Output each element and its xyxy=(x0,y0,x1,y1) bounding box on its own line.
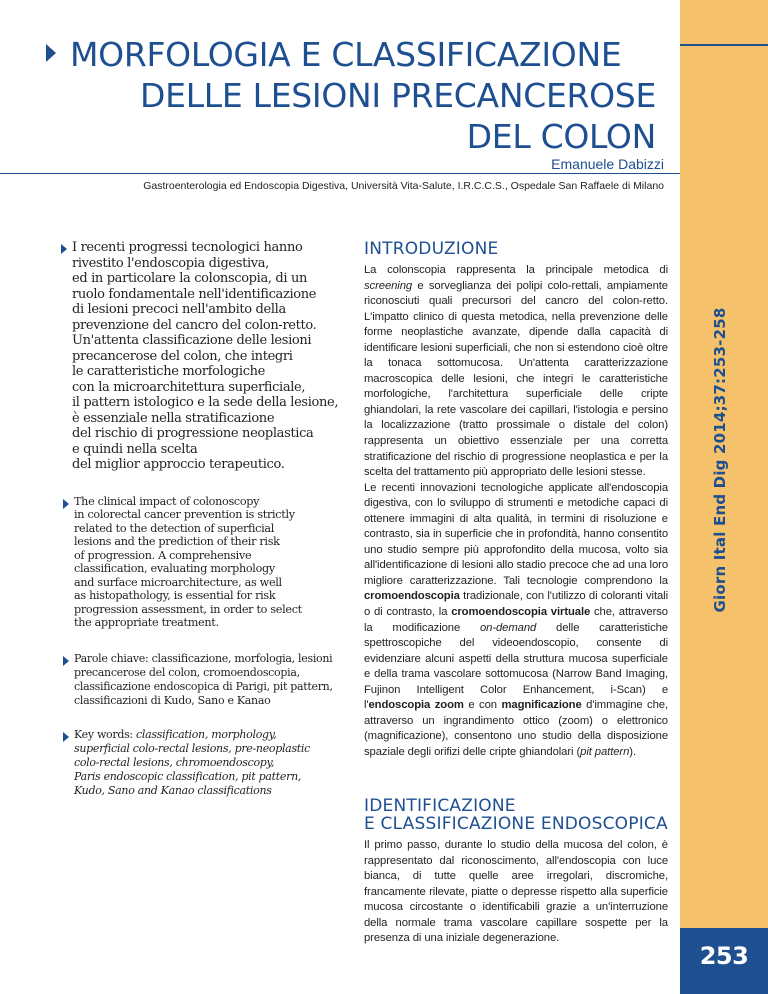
keywords-english xyxy=(62,728,348,798)
keywords-it-line: Parole chiave: classificazione, morfologia, lesioni xyxy=(74,651,333,665)
title-rule xyxy=(680,44,768,46)
intro-section xyxy=(364,240,668,761)
text-run-italic: screening xyxy=(364,279,413,292)
keywords-en-line: Kudo, Sano and Kanao classifications xyxy=(74,783,272,797)
title-line-2: DELLE LESIONI PRECANCEROSE xyxy=(140,76,656,115)
text-run-bold: magnificazione xyxy=(501,699,582,712)
text-run: delle caratteristiche spettroscopiche del videoendoscopio, consente di evidenziare alcuni aspetti della struttura mucosa superficiale e della trama vascolare sottomucosa (Narrow Band Imaging, Fujinon Intelligent Color Enhancement, i-Scan) e l' xyxy=(364,621,668,712)
text-run-bold: cromoendoscopia virtuale xyxy=(451,606,591,619)
text-run: d'immagine che, attraverso un ingrandimento ottico (zoom) o elettronico (magnificazione), consentono uno studio della disposizione spaziale degli orifizi delle cripte ghiandolari ( xyxy=(364,699,669,758)
text-run: Le recenti innovazioni tecnologiche applicate all'endoscopia digestiva, con lo sviluppo di strumenti e metodiche capaci di ottenere immagini di alta qualità, in termini di risoluzione e contrasto, sia in superficie che in profondità, hanno consentito uno studio sempre più approfondito della mucosa, volto sia all'identificazione di lesioni allo stadio precoce che ad una loro migliore caratterizzazione. Tali tecnologie comprendono la xyxy=(364,481,668,587)
abstract-it-line: ed in particolare la colonscopia, di un xyxy=(72,271,308,286)
citation-container xyxy=(694,40,746,880)
abstract-it-line: ruolo fondamentale nell'identificazione xyxy=(72,286,317,302)
text-run: La colonscopia rappresenta la principale metodica di xyxy=(364,264,668,276)
keywords-it-line: classificazioni di Kudo, Sano e Kanao xyxy=(74,693,271,707)
text-run: e sorveglianza dei polipi colo-rettali, ampiamente riconosciuti quali precursori del cancro del colon-retto. L'impatto clinico di questa metodica, nella prevenzione delle forme neoplastiche avanzate, dipende dalla capacità di identificare lesioni superficiali, che non si estendono cioè oltre la tonaca sottomucosa. Un'attenta caratterizzazione macroscopica delle lesioni, che integri le caratteristiche morfologiche, l'architettura superficiale delle cripte ghiandolari, la rete vascolare dei capillari, l'istologia e persino la localizzazione (tratto prossimale o distale del colon) rappresenta un obiettivo essenziale per una corretta stratificazione del rischio di progressione neoplastica e per la scelta del trattamento più appropriato delle lesioni stesse. xyxy=(364,279,668,479)
abstract-en-line: the appropriate treatment. xyxy=(74,616,219,629)
affiliation-rule xyxy=(0,173,680,174)
text-run: e con xyxy=(463,699,502,712)
journal-citation: Giorn Ital End Dig 2014;37:253-258 xyxy=(711,307,729,613)
abstract-column xyxy=(62,240,348,798)
abstract-en-line: progression assessment, in order to select xyxy=(74,602,302,616)
intro-body xyxy=(364,263,668,761)
abstract-en-line: classification, evaluating morphology xyxy=(74,562,275,575)
abstract-en-line: of progression. A comprehensive xyxy=(74,548,252,562)
abstract-italian xyxy=(60,240,348,473)
article-title xyxy=(60,34,656,157)
identification-heading xyxy=(364,797,668,833)
abstract-en-line: related to the detection of superficial xyxy=(74,521,275,535)
keywords-italian xyxy=(62,652,348,708)
text-run: ). xyxy=(629,745,636,758)
keywords-en-label: Key words: xyxy=(74,727,133,741)
abstract-it-line: di lesioni precoci nell'ambito della xyxy=(72,302,286,317)
keywords-en-line: Paris endoscopic classification, pit pattern, xyxy=(74,769,302,783)
identification-heading-line: E CLASSIFICAZIONE ENDOSCOPICA xyxy=(364,814,668,834)
text-run: tradizionale, con l'utilizzo di coloranti vitali o di contrasto, la xyxy=(364,590,668,619)
abstract-it-line: precancerose del colon, che integri xyxy=(72,348,293,364)
keywords-en-line: colo-rectal lesions, chromoendoscopy, xyxy=(74,755,275,769)
abstract-it-line: con la microarchitettura superficiale, xyxy=(72,379,306,395)
text-run-italic: on-demand xyxy=(479,621,537,634)
identification-paragraph-1: Il primo passo, durante lo studio della mucosa del colon, è rappresentato dal riconoscimento, all'endoscopia con luce bianca, di tutte quelle aree irregolari, discromiche, francamente rilevate, piatte o depresse rispetto alla superficie mucosa circostante o identificabili grazie a un'interruzione della normale trama vascolare capillare sospette per la presenza di una iniziale degenerazione. xyxy=(364,839,668,945)
page-number: 253 xyxy=(699,942,749,970)
abstract-it-line: prevenzione del cancro del colon-retto. xyxy=(72,317,317,333)
abstract-en-line: as histopathology, is essential for risk xyxy=(74,589,276,602)
abstract-en-line: The clinical impact of colonoscopy xyxy=(74,494,260,508)
title-line-1: MORFOLOGIA E CLASSIFICAZIONE xyxy=(70,35,622,74)
identification-section xyxy=(364,797,668,947)
text-run-italic: pit pattern xyxy=(580,745,630,758)
abstract-it-line: I recenti progressi tecnologici hanno xyxy=(72,240,303,255)
author-affiliation: Gastroenterologia ed Endoscopia Digestiva, Università Vita-Salute, I.R.C.C.S., Ospedale San Raffaele di Milano xyxy=(143,180,664,192)
text-run: che, attraverso la modificazione xyxy=(364,606,668,634)
keywords-en-line: superficial colo-rectal lesions, pre-neoplastic xyxy=(74,741,310,755)
author-name: Emanuele Dabizzi xyxy=(551,156,664,172)
abstract-it-line: e quindi nella scelta xyxy=(72,441,198,457)
text-run-bold: cromoendoscopia xyxy=(364,590,460,603)
text-run-bold: endoscopia zoom xyxy=(368,699,464,712)
abstract-english xyxy=(62,495,348,630)
keywords-en-value: classification, morphology, xyxy=(136,727,277,741)
title-arrow-icon xyxy=(46,44,56,62)
abstract-en-line: and surface microarchitecture, as well xyxy=(74,575,282,589)
keywords-en-line-1 xyxy=(74,728,348,742)
abstract-it-line: le caratteristiche morfologiche xyxy=(72,364,265,379)
intro-paragraph-2 xyxy=(364,481,668,761)
abstract-en-line: in colorectal cancer prevention is strictly xyxy=(74,508,295,521)
abstract-it-line: rivestito l'endoscopia digestiva, xyxy=(72,255,269,271)
identification-body xyxy=(364,838,668,947)
abstract-it-line: è essenziale nella stratificazione xyxy=(72,410,275,426)
abstract-en-line: lesions and the prediction of their risk xyxy=(74,535,280,548)
intro-paragraph-1 xyxy=(364,263,668,481)
intro-heading: INTRODUZIONE xyxy=(364,239,499,259)
abstract-it-line: del rischio di progressione neoplastica xyxy=(72,426,314,441)
title-line-3: DEL COLON xyxy=(466,117,656,156)
abstract-it-line: del miglior approccio terapeutico. xyxy=(72,457,285,472)
keywords-it-line: precancerose del colon, cromoendoscopia, xyxy=(74,665,300,679)
keywords-it-line: classificazione endoscopica di Parigi, pit pattern, xyxy=(74,679,333,693)
identification-heading-line: IDENTIFICAZIONE xyxy=(364,796,516,816)
abstract-it-line: il pattern istologico e la sede della lesione, xyxy=(72,395,339,410)
abstract-it-line: Un'attenta classificazione delle lesioni xyxy=(72,333,312,348)
